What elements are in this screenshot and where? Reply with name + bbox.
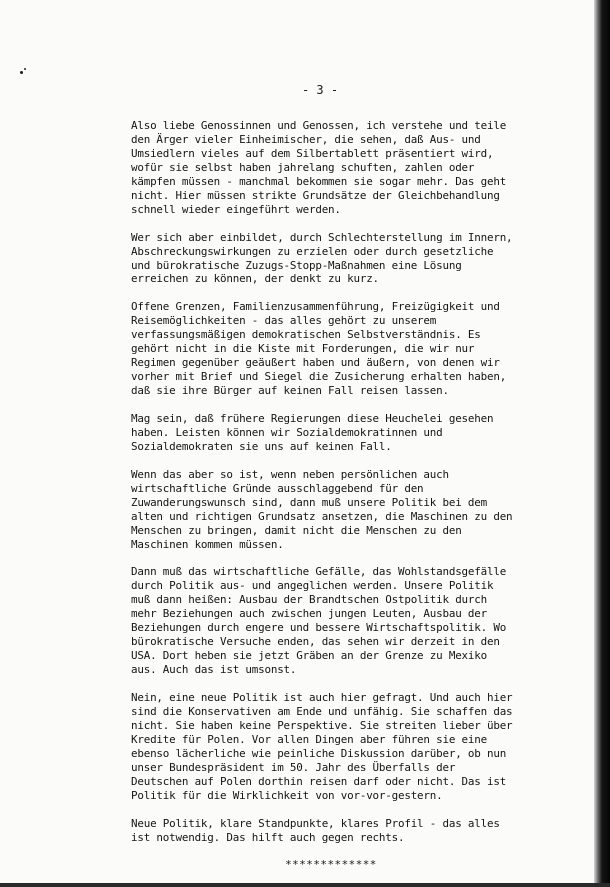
text-line: Abschreckungswirkungen zu erzielen oder durch gesetzliche <box>131 244 494 258</box>
text-line: wofür sie selbst haben jahrelang schuften, zahlen oder <box>131 160 475 174</box>
text-line: durch Politik aus- und angeglichen werden. Unsere Politik <box>131 579 494 593</box>
text-line: gehört nicht in die Kiste mit Forderungen, die wir nur <box>131 342 475 356</box>
text-line: den Ärger vieler Einheimischer, die sehen, daß Aus- und <box>131 132 481 146</box>
text-line: schnell wieder eingeführt werden. <box>131 202 341 216</box>
text-line: ist notwendig. Das hilft auch gegen rechts. <box>131 830 405 844</box>
letter-body <box>131 119 571 872</box>
text-line: vorher mit Brief und Siegel die Zusicherung erhalten haben, <box>131 370 507 384</box>
paragraph <box>131 300 571 398</box>
text-line: Mag sein, daß frühere Regierungen diese Heuchelei gesehen <box>131 411 494 425</box>
page-number: - 3 - <box>301 83 339 97</box>
text-line: ebenso lächerliche wie peinliche Diskussion darüber, ob nun <box>131 746 507 760</box>
text-line: daß sie ihre Bürger auf keinen Fall reisen lassen. <box>131 384 449 398</box>
paragraph <box>131 119 571 217</box>
paragraph <box>131 565 571 677</box>
text-line: Also liebe Genossinnen und Genossen, ich verstehe und teile <box>131 119 507 132</box>
text-line: Zuwanderungswunsch sind, dann muß unsere Politik bei dem <box>131 495 487 509</box>
text-line: Deutschen auf Polen dorthin reisen darf oder nicht. Das ist <box>131 774 507 788</box>
text-line: USA. Dort heben sie jetzt Gräben an der Grenze zu Mexiko <box>131 649 487 663</box>
text-line: bürokratische Versuche enden, das sehen wir derzeit in den <box>131 635 500 649</box>
text-line: nicht. Sie haben keine Perspektive. Sie streiten lieber über <box>131 718 513 732</box>
paragraph <box>131 817 571 845</box>
text-line: Offene Grenzen, Familienzusammenführung, Freizügigkeit und <box>131 300 500 314</box>
paragraph <box>131 468 571 552</box>
text-line: mehr Beziehungen auch zwischen jungen Leuten, Ausbau der <box>131 607 487 621</box>
text-line: aus. Auch das ist umsonst. <box>131 663 297 677</box>
text-line: und bürokratische Zuzugs-Stopp-Maßnahmen eine Lösung <box>131 258 462 272</box>
separator-stars: ************* <box>285 858 377 872</box>
text-line: Politik für die Wirklichkeit von vor-vor-gestern. <box>131 788 443 802</box>
paragraph <box>131 691 571 803</box>
paragraph <box>131 231 571 287</box>
text-line: Umsiedlern vieles auf dem Silbertablett präsentiert wird, <box>131 146 494 160</box>
text-line: Maschinen kommen müssen. <box>131 537 284 551</box>
text-line: Sozialdemokraten sie uns auf keinen Fall. <box>131 439 392 453</box>
text-line: sind die Konservativen am Ende und unfähig. Sie schaffen das <box>131 704 513 718</box>
text-line: Beziehungen durch engere und bessere Wirtschaftspolitik. Wo <box>131 621 507 635</box>
text-line: Regimen gegenüber geäußert haben und äußern, von denen wir <box>131 356 500 370</box>
text-line: verfassungsmäßigen demokratischen Selbstverständnis. Es <box>131 328 481 342</box>
text-line: muß dann heißen: Ausbau der Brandtschen Ostpolitik durch <box>131 593 487 607</box>
text-line: nicht. Hier müssen strikte Grundsätze der Gleichbehandlung <box>131 188 500 202</box>
text-line: Dann muß das wirtschaftliche Gefälle, das Wohlstandsgefälle <box>131 565 507 579</box>
text-line: Menschen zu bringen, damit nicht die Menschen zu den <box>131 523 462 537</box>
text-line: Neue Politik, klare Standpunkte, klares Profil - das alles <box>131 816 500 830</box>
text-line: erreichen zu können, der denkt zu kurz. <box>131 272 379 286</box>
text-line: kämpfen müssen - manchmal bekommen sie sogar mehr. Das geht <box>131 174 507 188</box>
text-line: Wenn das aber so ist, wenn neben persönlichen auch <box>131 467 449 481</box>
text-line: Wer sich aber einbildet, durch Schlechterstellung im Innern, <box>131 230 513 244</box>
text-line: Reisemöglichkeiten - das alles gehört zu unserem <box>131 314 437 328</box>
text-line: unser Bundespräsident im 50. Jahr des Überfalls der <box>131 760 456 774</box>
text-line: alten und richtigen Grundsatz ansetzen, die Maschinen zu den <box>131 509 513 523</box>
paragraph <box>131 412 571 454</box>
text-line: haben. Leisten können wir Sozialdemokratinnen und <box>131 425 443 439</box>
scan-border-right <box>594 0 610 887</box>
text-line: Kredite für Polen. Vor allen Dingen aber führen sie eine <box>131 732 487 746</box>
text-line: Nein, eine neue Politik ist auch hier gefragt. Und auch hier <box>131 690 513 704</box>
scan-speck <box>20 71 23 74</box>
scan-speck <box>24 68 26 70</box>
scan-border-bottom <box>0 883 610 887</box>
text-line: wirtschaftliche Gründe ausschlaggebend für den <box>131 481 424 495</box>
